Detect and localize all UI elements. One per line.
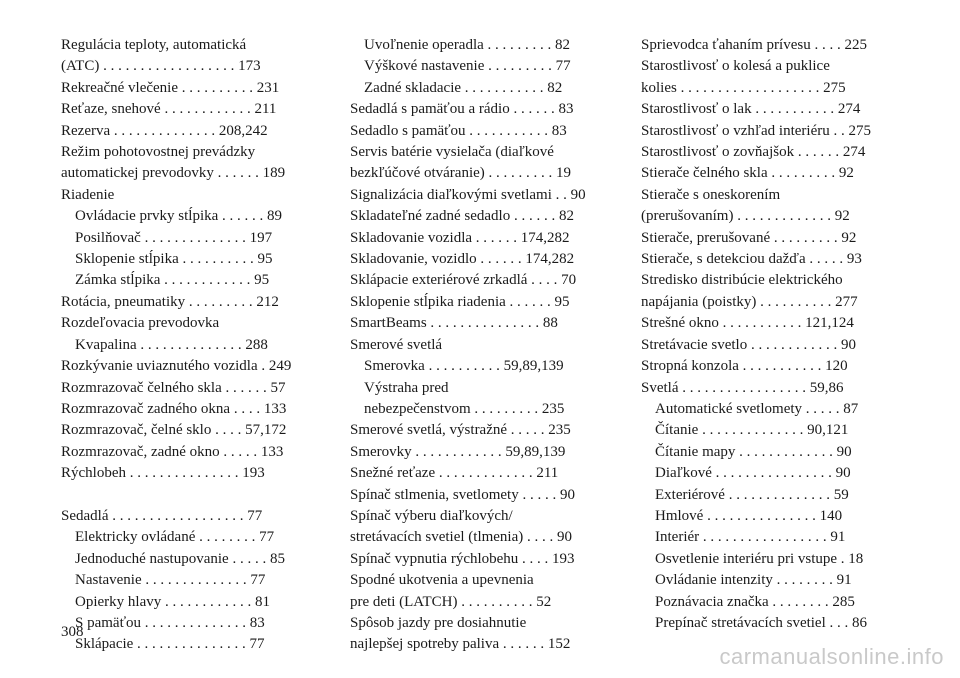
index-entry: Rozmrazovač, čelné sklo . . . . 57,172 xyxy=(61,422,287,439)
index-entry: Čítanie mapy . . . . . . . . . . . . . 90 xyxy=(655,443,852,460)
index-entry: Sedadlá . . . . . . . . . . . . . . . . . . 77 xyxy=(61,507,263,524)
index-entry: Stretávacie svetlo . . . . . . . . . . . . 90 xyxy=(641,336,856,353)
index-entry: Poznávacia značka . . . . . . . . 285 xyxy=(655,593,855,610)
index-entry: Smerové svetlá xyxy=(350,336,443,353)
index-entry: Spôsob jazdy pre dosiahnutie xyxy=(350,614,527,631)
page-number: 308 xyxy=(61,624,84,640)
index-entry: Strešné okno . . . . . . . . . . . 121,124 xyxy=(641,315,854,332)
index-entry: Rozkývanie uviaznutého vozidla . 249 xyxy=(61,358,292,375)
index-entry: Sedadlo s pamäťou . . . . . . . . . . . 83 xyxy=(350,122,567,139)
index-entry: Skladovanie, vozidlo . . . . . . 174,282 xyxy=(350,251,575,268)
index-entry: Kvapalina . . . . . . . . . . . . . . 288 xyxy=(75,336,268,353)
index-entry: najlepšej spotreby paliva . . . . . . 152 xyxy=(350,636,571,653)
index-entry: S pamäťou . . . . . . . . . . . . . . 83 xyxy=(75,614,265,631)
index-entry: Stierače s oneskorením xyxy=(641,186,781,203)
index-entry: Stierače čelného skla . . . . . . . . . 92 xyxy=(641,165,854,182)
index-entry: Jednoduché nastupovanie . . . . . 85 xyxy=(75,550,285,567)
index-entry: Reťaze, snehové . . . . . . . . . . . . 211 xyxy=(61,101,277,118)
index-entry: Snežné reťaze . . . . . . . . . . . . . 211 xyxy=(350,465,559,482)
index-entry: pre deti (LATCH) . . . . . . . . . . 52 xyxy=(350,593,552,610)
index-entry: Regulácia teploty, automatická xyxy=(61,37,247,53)
index-entry: Sklopenie stĺpika . . . . . . . . . . 95 xyxy=(75,251,273,268)
index-entry: Servis batérie vysielača (diaľkové xyxy=(350,144,554,161)
index-entry: Sklopenie stĺpika riadenia . . . . . . 95 xyxy=(350,293,570,310)
index-entry: Rotácia, pneumatiky . . . . . . . . . 212 xyxy=(61,293,279,310)
index-entry: Výškové nastavenie . . . . . . . . . 77 xyxy=(364,58,571,75)
index-entry: Riadenie xyxy=(61,186,115,203)
index-entry: Diaľkové . . . . . . . . . . . . . . . . 90 xyxy=(655,465,851,482)
index-entry: Stropná konzola . . . . . . . . . . . 120 xyxy=(641,358,848,375)
index-column-1 xyxy=(61,35,305,656)
index-entry: Elektricky ovládané . . . . . . . . 77 xyxy=(75,529,275,546)
index-entry: Rozmrazovač, zadné okno . . . . . 133 xyxy=(61,443,284,460)
index-entry: Spodné ukotvenia a upevnenia xyxy=(350,572,534,589)
index-entry: Prepínač stretávacích svetiel . . . 86 xyxy=(655,614,868,631)
index-entry: Skladateľné zadné sedadlo . . . . . . 82 xyxy=(350,208,574,225)
index-entry: kolies . . . . . . . . . . . . . . . . . . . 275 xyxy=(641,79,846,96)
index-entry: (ATC) . . . . . . . . . . . . . . . . . . 173 xyxy=(61,58,261,75)
index-column-3 xyxy=(641,35,896,634)
index-entry: Skladovanie vozidla . . . . . . 174,282 xyxy=(350,229,570,246)
index-entry: Uvoľnenie operadla . . . . . . . . . 82 xyxy=(364,37,571,53)
index-entry: Starostlivosť o vzhľad interiéru . . 275 xyxy=(641,122,871,139)
index-entry: Hmlové . . . . . . . . . . . . . . . 140 xyxy=(655,507,843,524)
index-entry: automatickej prevodovky . . . . . . 189 xyxy=(61,165,286,182)
index-entry: Zámka stĺpika . . . . . . . . . . . . 95 xyxy=(75,272,270,289)
index-entry: Spínač výberu diaľkových/ xyxy=(350,507,513,524)
index-entry: Zadné skladacie . . . . . . . . . . . 82 xyxy=(364,79,563,96)
index-entry: Svetlá . . . . . . . . . . . . . . . . . 59,86 xyxy=(641,379,844,396)
index-entry: nebezpečenstvom . . . . . . . . . 235 xyxy=(364,400,565,417)
index-entry: Ovládacie prvky stĺpika . . . . . . 89 xyxy=(75,208,283,225)
index-entry: Stierače, s detekciou dažďa . . . . . 93 xyxy=(641,251,862,268)
index-entry: Nastavenie . . . . . . . . . . . . . . 77 xyxy=(75,572,266,589)
index-entry: Stierače, prerušované . . . . . . . . . 92 xyxy=(641,229,857,246)
index-entry: Rozmrazovač zadného okna . . . . 133 xyxy=(61,400,287,417)
index-entry: Smerové svetlá, výstražné . . . . . 235 xyxy=(350,422,571,439)
index-entry: Ovládanie intenzity . . . . . . . . 91 xyxy=(655,572,852,589)
index-entry: Čítanie . . . . . . . . . . . . . . 90,121 xyxy=(655,422,849,439)
watermark-logo: carmanualsonline.info xyxy=(719,644,944,669)
index-entry: Starostlivosť o lak . . . . . . . . . . . 274 xyxy=(641,101,861,118)
index-entry: Interiér . . . . . . . . . . . . . . . . . 91 xyxy=(655,529,846,546)
index-entry: Signalizácia diaľkovými svetlami . . 90 xyxy=(350,186,586,203)
index-entry: Sedadlá s pamäťou a rádio . . . . . . 83 xyxy=(350,101,574,118)
index-entry: Automatické svetlomety . . . . . 87 xyxy=(655,400,859,417)
index-entry: Exteriérové . . . . . . . . . . . . . . 59 xyxy=(655,486,849,503)
index-entry: Rekreačné vlečenie . . . . . . . . . . 231 xyxy=(61,79,280,96)
index-entry: Smerovky . . . . . . . . . . . . 59,89,139 xyxy=(350,443,566,460)
index-entry: Sprievodca ťahaním prívesu . . . . 225 xyxy=(641,37,867,53)
index-entry: Smerovka . . . . . . . . . . 59,89,139 xyxy=(364,358,564,375)
index-entry: SmartBeams . . . . . . . . . . . . . . . 88 xyxy=(350,315,558,332)
index-entry: stretávacích svetiel (tlmenia) . . . . 90 xyxy=(350,529,573,546)
index-entry: Opierky hlavy . . . . . . . . . . . . 81 xyxy=(75,593,270,610)
index-entry: Spínač vypnutia rýchlobehu . . . . 193 xyxy=(350,550,575,567)
index-entry: Sklápacie . . . . . . . . . . . . . . . 77 xyxy=(75,636,265,653)
index-entry: Sklápacie exteriérové zrkadlá . . . . 70 xyxy=(350,272,577,289)
index-entry: (prerušovaním) . . . . . . . . . . . . . 92 xyxy=(641,208,850,225)
index-entry: napájania (poistky) . . . . . . . . . . 277 xyxy=(641,293,858,310)
index-entry: Rýchlobeh . . . . . . . . . . . . . . . 193 xyxy=(61,465,265,482)
index-entry: bezkľúčové otváranie) . . . . . . . . . 19 xyxy=(350,165,572,182)
index-entry: Rozmrazovač čelného skla . . . . . . 57 xyxy=(61,379,286,396)
index-entry: Spínač stlmenia, svetlomety . . . . . 90 xyxy=(350,486,575,503)
index-entry: Posilňovač . . . . . . . . . . . . . . 197 xyxy=(75,229,273,246)
index-entry: Rezerva . . . . . . . . . . . . . . 208,242 xyxy=(61,122,268,139)
index-entry: Výstraha pred xyxy=(364,379,449,396)
index-entry: Starostlivosť o kolesá a puklice xyxy=(641,58,830,75)
index-entry: Režim pohotovostnej prevádzky xyxy=(61,144,256,161)
index-entry: Starostlivosť o zovňajšok . . . . . . 274 xyxy=(641,144,866,161)
index-entry: Osvetlenie interiéru pri vstupe . 18 xyxy=(655,550,864,567)
index-column-2 xyxy=(350,35,608,656)
index-entry: Rozdeľovacia prevodovka xyxy=(61,315,220,332)
index-entry: Stredisko distribúcie elektrického xyxy=(641,272,843,289)
